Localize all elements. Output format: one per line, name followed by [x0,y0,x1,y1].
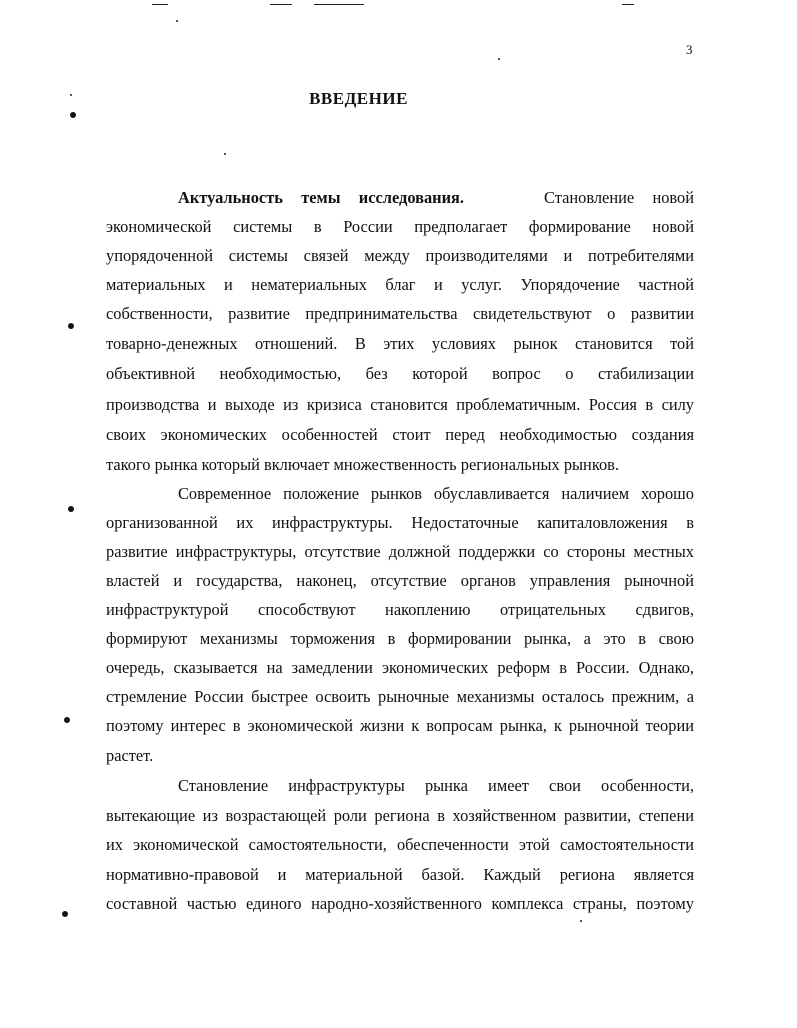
paragraph-text: Становление новой [544,188,694,207]
scan-artifact [70,112,76,118]
scan-artifact [314,4,364,5]
paragraph-line: упорядоченной системы связей между производителями и потребителями [106,246,694,265]
paragraph-line: такого рынка который включает множественность региональных рынков. [106,455,619,474]
paragraph-line: материальных и нематериальных благ и услуг. Упорядочение частной [106,275,694,294]
paragraph-line: Современное положение рынков обуславливается наличием хорошо [178,484,694,503]
paragraph-line: организованной их инфраструктуры. Недостаточные капиталовложения в [106,513,694,532]
paragraph-line: инфраструктурой способствуют накоплению отрицательных сдвигов, [106,600,694,619]
page-title: ВВЕДЕНИЕ [309,89,408,108]
paragraph-line: экономической системы в России предполагает формирование новой [106,217,694,236]
scan-artifact [62,911,68,917]
paragraph-line: развитие инфраструктуры, отсутствие должной поддержки со стороны местных [106,542,694,561]
page-number: 3 [686,42,693,57]
paragraph-line: своих экономических особенностей стоит перед необходимостью создания [106,425,694,444]
paragraph-line: растет. [106,746,154,765]
scan-artifact [580,920,582,922]
scan-artifact [270,4,292,5]
scan-artifact [68,323,74,329]
paragraph-line: властей и государства, наконец, отсутствие органов управления рыночной [106,571,694,590]
paragraph-line: составной частью единого народно-хозяйственного комплекса страны, поэтому [106,894,694,913]
paragraph-line: товарно-денежных отношений. В этих условиях рынок становится той [106,334,694,353]
scan-artifact [68,506,74,512]
paragraph-line: стремление России быстрее освоить рыночные механизмы осталось прежним, а [106,687,694,706]
paragraph-line: их экономической самостоятельности, обеспеченности этой самостоятельности [106,835,694,854]
paragraph-1-line-1 [178,188,694,208]
paragraph-line: нормативно-правовой и материальной базой. Каждый региона является [106,865,694,884]
paragraph-line: собственности, развитие предпринимательства свидетельствуют о развитии [106,304,694,323]
paragraph-line: формируют механизмы торможения в формировании рынка, а это в свою [106,629,694,648]
scan-artifact [498,58,500,60]
section-heading: Актуальность темы исследования. [178,188,465,207]
paragraph-line: производства и выходе из кризиса становится проблематичным. Россия в силу [106,395,694,414]
paragraph-line: очередь, сказывается на замедлении экономических реформ в России. Однако, [106,658,694,677]
scan-artifact [622,4,634,5]
paragraph-line: объективной необходимостью, без которой вопрос о стабилизации [106,364,694,383]
scan-artifact [152,4,168,5]
paragraph-line: вытекающие из возрастающей роли региона в хозяйственном развитии, степени [106,806,694,825]
scan-artifact [176,20,178,22]
scan-artifact [224,153,226,155]
paragraph-line: поэтому интерес в экономической жизни к вопросам рынка, к рыночной теории [106,716,694,735]
paragraph-line: Становление инфраструктуры рынка имеет свои особенности, [178,776,694,795]
scan-artifact [64,717,70,723]
